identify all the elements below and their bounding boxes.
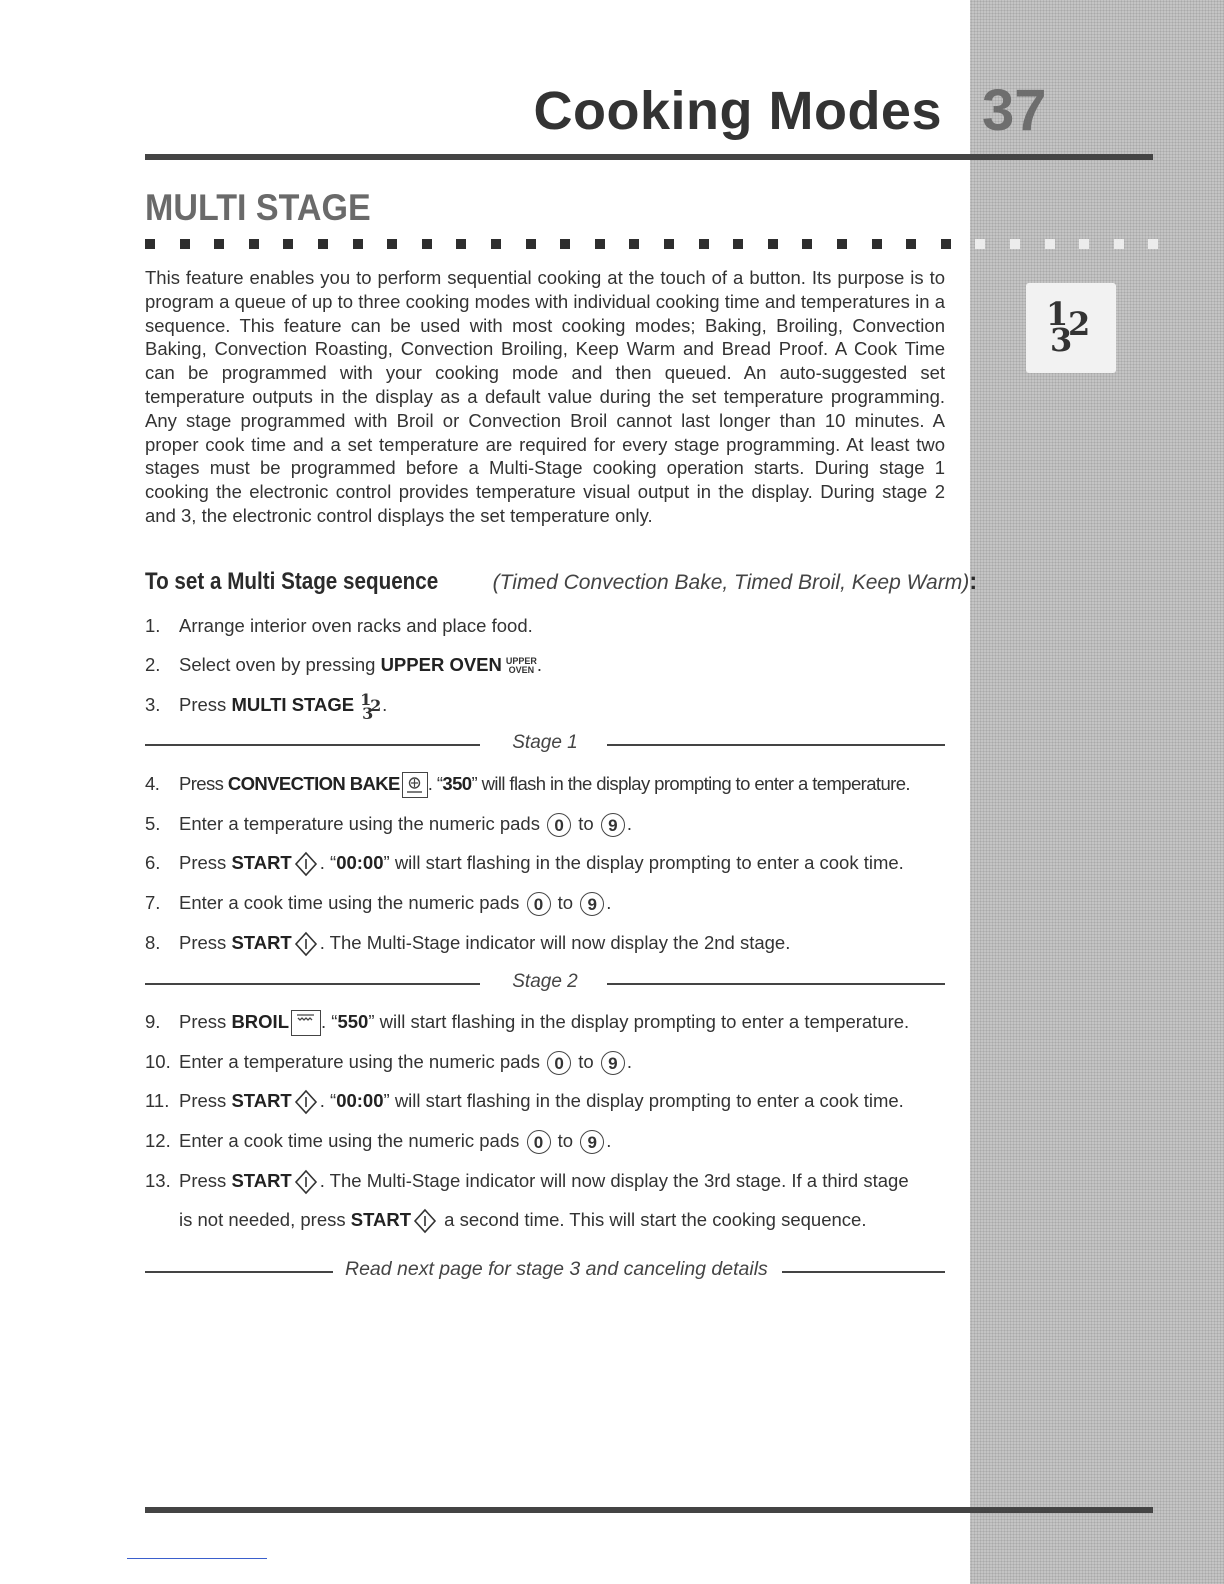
step-5 (145, 812, 632, 837)
divider-square (906, 239, 916, 249)
corner-underline (127, 1558, 267, 1559)
step-number: 13. (145, 1170, 171, 1191)
step-1 (145, 614, 533, 638)
divider-square (837, 239, 847, 249)
pad-nine-icon: 9 (580, 892, 604, 916)
key-label: START (231, 1090, 292, 1111)
key-label: UPPER OVEN (380, 654, 502, 675)
step-number: 2. (145, 654, 161, 675)
page-header-title: Cooking Modes (533, 81, 942, 141)
step-text: Arrange interior oven racks and place food. (179, 615, 533, 636)
step-7 (145, 891, 611, 916)
divider-square (1114, 239, 1124, 249)
start-icon (294, 851, 318, 877)
divider-square (733, 239, 743, 249)
procedure-heading (145, 566, 977, 599)
step-number: 5. (145, 813, 161, 834)
frac-digit-3: 3 (362, 704, 374, 724)
key-label: BROIL (231, 1011, 289, 1032)
intro-paragraph: This feature enables you to perform sequential cooking at the touch of a button. Its purpose is to program a queue of up to three cooking modes with individual cooking time and temperatures in a sequence. This feature can be used with most cooking modes; Baking, Broiling, Convection Baking, Convection Roasting, Convection Broiling, Keep Warm and Bread Proof. A Cook Time can be programmed with your cooking mode and then queued. An auto-suggested set temperature outputs in the display as a default value during the set temperature programming. Any stage programmed with Broil or Convection Broil cannot last longer than 10 minutes. A proper cook time and a set temperature are required for every stage programming. At least two stages must be programmed before a Multi-Stage cooking operation starts. During stage 1 cooking the electronic control provides temperature visual output in the display. During stage 2 and 3, the electronic control displays the set temperature only. (145, 267, 945, 526)
step-text: . “ (319, 852, 337, 873)
divider-square (872, 239, 882, 249)
next-page-note (145, 1258, 945, 1284)
divider-square (526, 239, 536, 249)
step-text: . (606, 1130, 612, 1151)
step-text: . The Multi-Stage indicator will now display the 2nd stage. (319, 932, 791, 953)
step-text: Enter a cook time using the numeric pads (179, 892, 525, 913)
divider-square (318, 239, 328, 249)
divider-line (607, 983, 945, 985)
step-number: 1. (145, 615, 161, 636)
step-text: . (536, 654, 543, 675)
step-text: ” will start flashing in the display prompting to enter a cook time. (383, 1090, 904, 1111)
key-label: START (231, 1170, 292, 1191)
pad-nine-icon: 9 (580, 1130, 604, 1154)
key-label: START (231, 932, 292, 953)
step-13-continued (179, 1208, 866, 1234)
upper-oven-bottom: OVEN (508, 665, 535, 676)
step-text: ” will flash in the display prompting to enter a temperature. (471, 773, 910, 794)
step-text: Enter a temperature using the numeric pads (179, 1051, 546, 1072)
divider-square (664, 239, 674, 249)
divider-square (975, 239, 985, 249)
divider-line (782, 1271, 945, 1273)
step-number: 3. (145, 694, 161, 715)
step-text: to (573, 813, 599, 834)
step-text: is not needed, press (179, 1209, 351, 1230)
convection-bake-icon (402, 772, 428, 798)
page-number: 37 (982, 78, 1047, 143)
divider-square (1045, 239, 1055, 249)
stage-2-label: Stage 2 (512, 971, 578, 992)
step-text: . “ (321, 1011, 338, 1032)
divider-square (629, 239, 639, 249)
step-text: . “ (427, 773, 443, 794)
step-3 (145, 690, 388, 724)
stage-1-divider (145, 732, 945, 756)
key-label: START (350, 1209, 412, 1230)
step-text: Press (179, 1011, 232, 1032)
divider-square (802, 239, 812, 249)
step-text: . (626, 1051, 632, 1072)
multi-stage-side-icon (1026, 283, 1116, 373)
step-text: Select oven by pressing (179, 654, 381, 675)
procedure-heading-colon: : (969, 568, 978, 595)
key-label: CONVECTION BAKE (227, 773, 400, 794)
pad-zero-icon: 0 (547, 813, 571, 837)
step-number: 6. (145, 852, 161, 873)
pad-nine-icon: 9 (601, 813, 625, 837)
step-10 (145, 1050, 632, 1075)
divider-square (1148, 239, 1158, 249)
dotted-divider (145, 239, 1153, 251)
step-12 (145, 1129, 611, 1154)
start-icon (294, 1089, 318, 1115)
start-icon (413, 1208, 437, 1234)
frac-digit-3: 3 (1050, 321, 1073, 359)
step-number: 9. (145, 1011, 161, 1032)
step-text: Press (179, 773, 228, 794)
step-text: ” will start flashing in the display prompting to enter a cook time. (383, 852, 904, 873)
step-text: Enter a cook time using the numeric pads (179, 1130, 525, 1151)
pad-nine-icon: 9 (601, 1051, 625, 1075)
divider-square (560, 239, 570, 249)
step-text: . (626, 813, 632, 834)
step-text: a second time. This will start the cooking sequence. (439, 1209, 867, 1230)
frac-digit-2: 2 (370, 696, 382, 716)
divider-square (387, 239, 397, 249)
step-text: . The Multi-Stage indicator will now display the 3rd stage. If a third stage (319, 1170, 909, 1191)
divider-square (595, 239, 605, 249)
temperature-value: 350 (442, 773, 472, 794)
key-label: START (231, 852, 292, 873)
divider-square (456, 239, 466, 249)
step-text: . (606, 892, 612, 913)
pad-zero-icon: 0 (547, 1051, 571, 1075)
section-title: MULTI STAGE (145, 187, 371, 228)
step-11 (145, 1089, 904, 1115)
step-number: 4. (145, 773, 160, 794)
stage-2-divider (145, 971, 945, 995)
step-text: ” will start flashing in the display prompting to enter a temperature. (368, 1011, 910, 1032)
frac-digit-2: 2 (1068, 305, 1091, 343)
step-number: 12. (145, 1130, 171, 1151)
step-2 (145, 653, 542, 677)
divider-square (249, 239, 259, 249)
key-label: MULTI STAGE (231, 694, 355, 715)
divider-square (699, 239, 709, 249)
step-text: Press (179, 1090, 232, 1111)
pad-zero-icon: 0 (527, 892, 551, 916)
step-4 (145, 772, 910, 798)
divider-square (214, 239, 224, 249)
step-13 (145, 1169, 909, 1195)
procedure-heading-bold: To set a Multi Stage sequence (145, 568, 439, 595)
step-8 (145, 931, 790, 957)
divider-square (145, 239, 155, 249)
divider-square (768, 239, 778, 249)
pad-zero-icon: 0 (527, 1130, 551, 1154)
divider-square (1010, 239, 1020, 249)
footer-rule (145, 1507, 1153, 1513)
next-page-note-text: Read next page for stage 3 and canceling details (345, 1258, 768, 1280)
step-9 (145, 1010, 909, 1036)
procedure-heading-italic: (Timed Convection Bake, Timed Broil, Keep Warm) (492, 571, 970, 594)
step-6 (145, 851, 904, 877)
step-number: 7. (145, 892, 161, 913)
start-icon (294, 1169, 318, 1195)
start-icon (294, 931, 318, 957)
step-text: . (382, 694, 388, 715)
divider-square (422, 239, 432, 249)
temperature-value: 550 (337, 1011, 369, 1032)
cook-time-value: 00:00 (336, 1090, 384, 1111)
divider-square (491, 239, 501, 249)
multi-stage-icon (358, 690, 382, 724)
step-text: to (573, 1051, 599, 1072)
step-text: Press (179, 694, 232, 715)
step-text: Press (179, 932, 232, 953)
divider-square (180, 239, 190, 249)
stage-1-label: Stage 1 (512, 732, 578, 753)
divider-square (283, 239, 293, 249)
grey-sidebar (970, 0, 1224, 1584)
step-text: to (552, 1130, 579, 1151)
step-text: Press (179, 1170, 232, 1191)
upper-oven-top: UPPER (505, 656, 537, 667)
frac-digit-1: 1 (360, 690, 372, 710)
step-text: . “ (319, 1090, 337, 1111)
broil-icon (291, 1010, 321, 1036)
step-text: to (552, 892, 579, 913)
step-text: Press (179, 852, 232, 873)
frac-digit-1: 1 (1046, 295, 1069, 333)
divider-square (353, 239, 363, 249)
step-number: 8. (145, 932, 161, 953)
upper-oven-icon (506, 657, 537, 675)
divider-square (941, 239, 951, 249)
divider-line (607, 744, 945, 746)
step-text: Enter a temperature using the numeric pads (179, 813, 546, 834)
header-rule (145, 154, 1153, 160)
divider-line (145, 1271, 333, 1273)
step-number: 11. (145, 1090, 170, 1111)
step-number: 10. (145, 1051, 171, 1072)
cook-time-value: 00:00 (336, 852, 384, 873)
divider-square (1079, 239, 1089, 249)
